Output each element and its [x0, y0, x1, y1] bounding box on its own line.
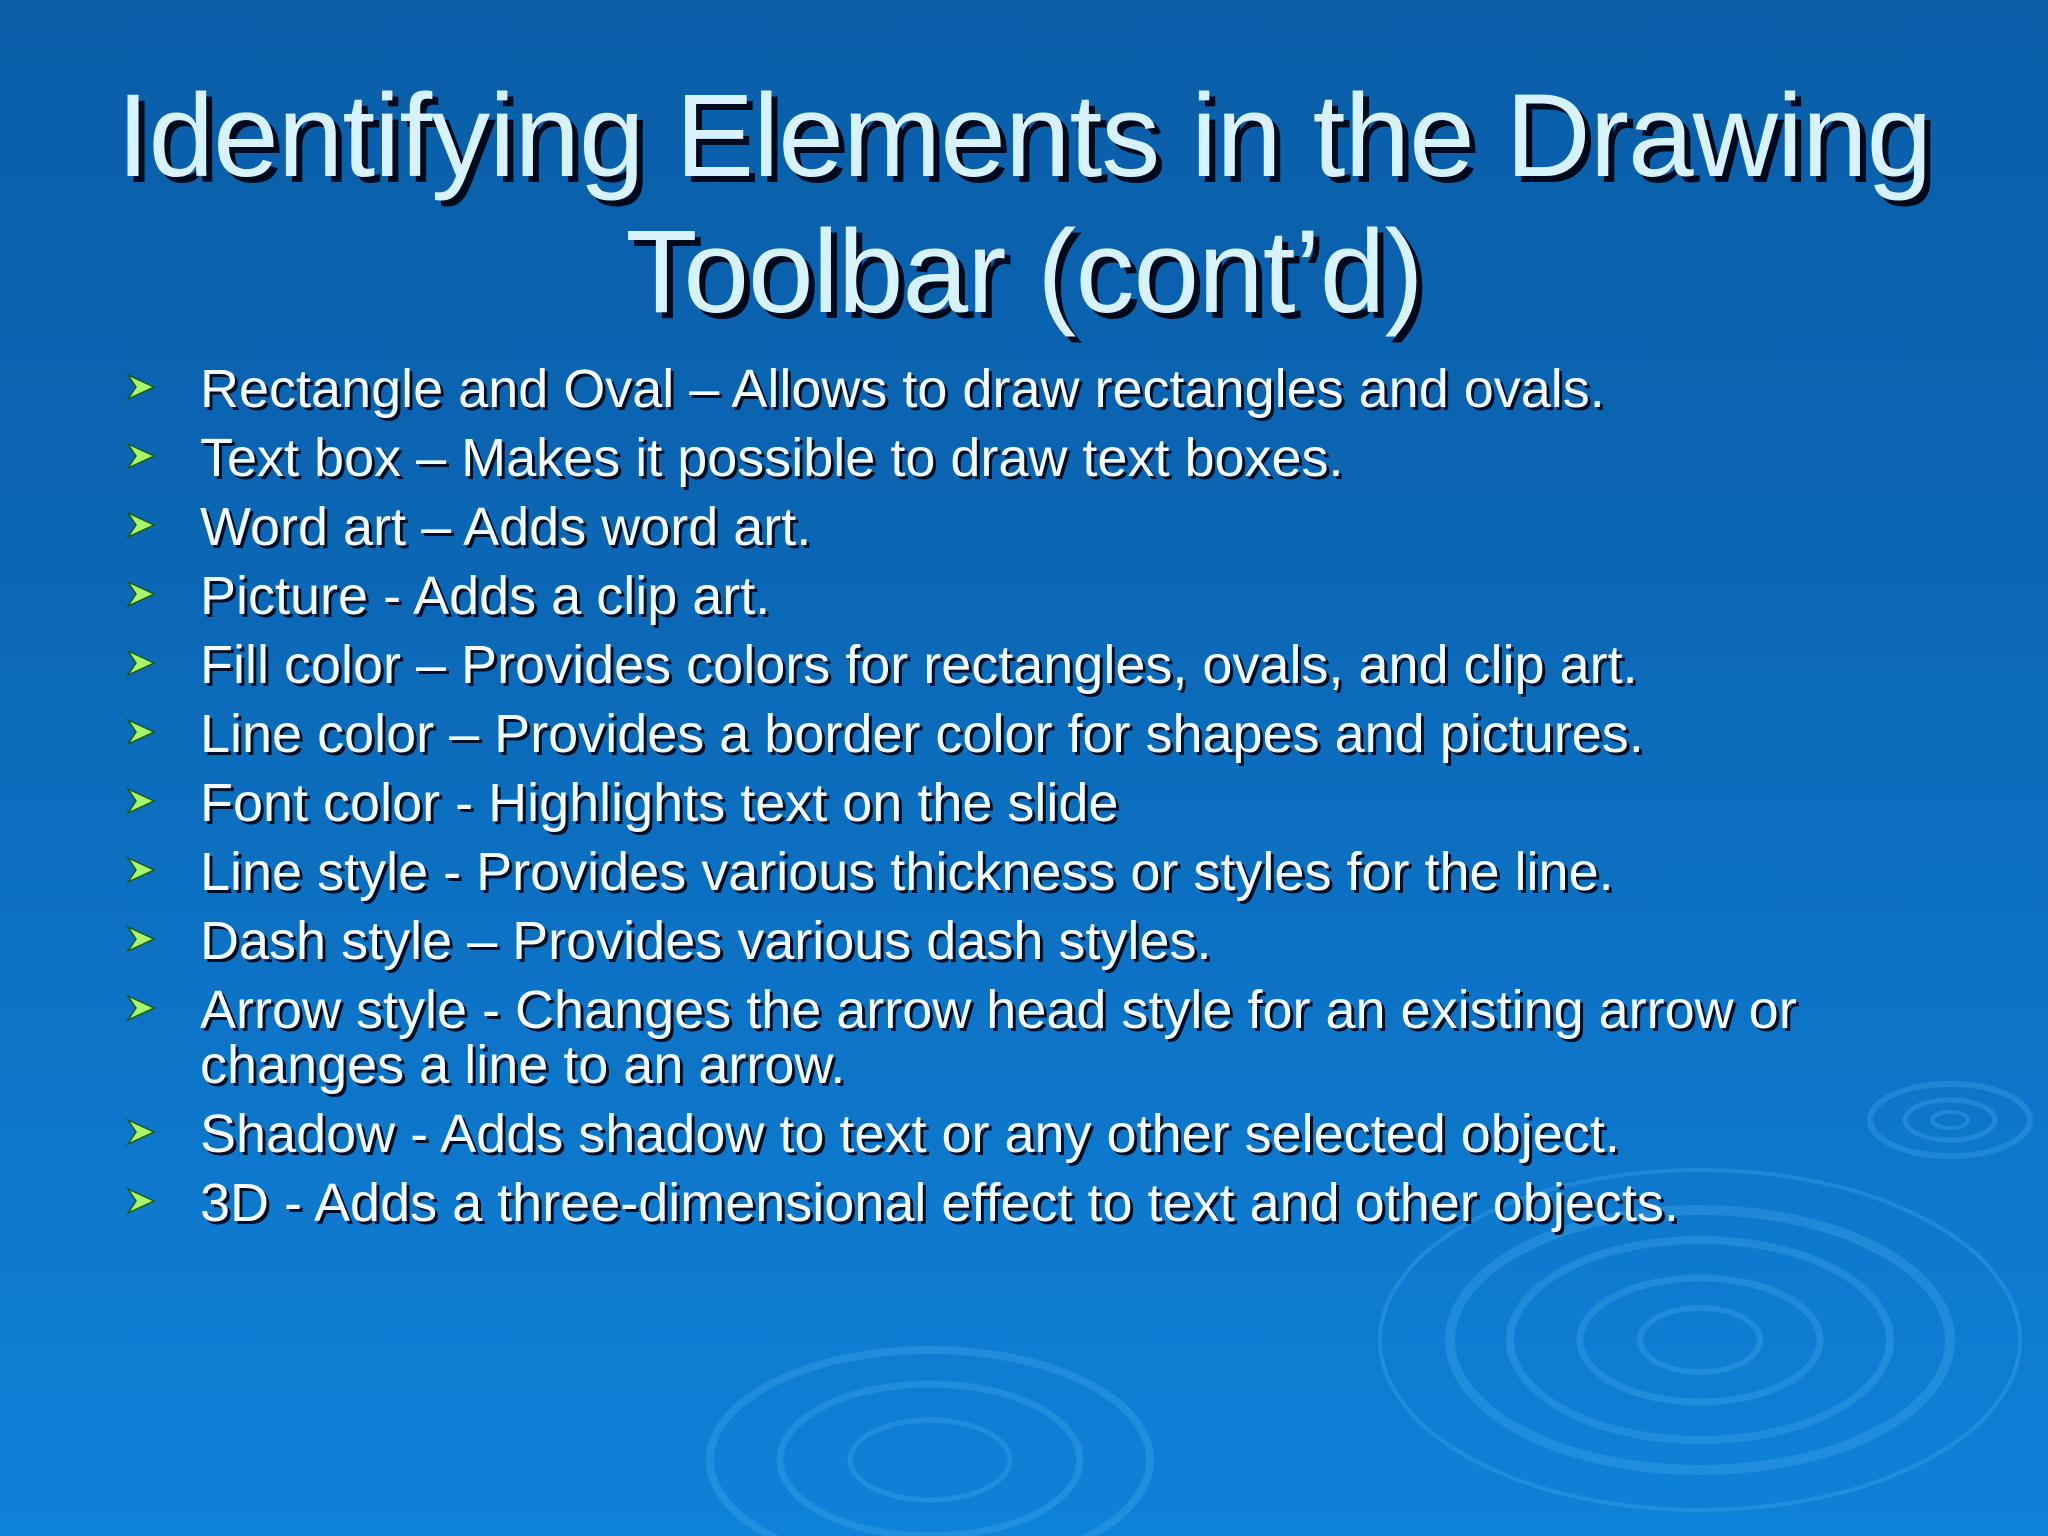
bullet-text: Line color – Provides a border color for shapes and pictures. [200, 704, 1644, 764]
arrowhead-bullet-icon [124, 431, 200, 486]
bullet-list [124, 359, 1964, 1245]
list-item [124, 911, 1964, 971]
bullet-text: Word art – Adds word art. [200, 497, 812, 557]
list-item [124, 1173, 1964, 1233]
arrowhead-bullet-icon [124, 983, 200, 1038]
list-item [124, 773, 1964, 833]
bullet-text: Arrow style - Changes the arrow head style for an existing arrow or changes a line to an arrow. [200, 980, 1797, 1095]
bullet-text: Text box – Makes it possible to draw text boxes. [200, 428, 1344, 488]
bullet-text: Rectangle and Oval – Allows to draw rectangles and ovals. [200, 359, 1605, 419]
arrowhead-bullet-icon [124, 638, 200, 693]
list-item [124, 980, 1964, 1095]
arrowhead-bullet-icon [124, 1176, 200, 1231]
list-item [124, 842, 1964, 902]
arrowhead-bullet-icon [124, 845, 200, 900]
list-item [124, 635, 1964, 695]
list-item [124, 566, 1964, 626]
bullet-text: 3D - Adds a three-dimensional effect to text and other objects. [200, 1173, 1679, 1233]
bullet-text: Font color - Highlights text on the slide [200, 773, 1119, 833]
arrowhead-bullet-icon [124, 776, 200, 831]
list-item [124, 359, 1964, 419]
list-item [124, 428, 1964, 488]
slide-title: Identifying Elements in the Drawing Toolbar (cont’d) [116, 70, 1932, 338]
bullet-text: Fill color – Provides colors for rectangles, ovals, and clip art. [200, 635, 1638, 695]
list-item [124, 1104, 1964, 1164]
arrowhead-bullet-icon [124, 707, 200, 762]
arrowhead-bullet-icon [124, 362, 200, 417]
arrowhead-bullet-icon [124, 500, 200, 555]
bullet-text: Shadow - Adds shadow to text or any other selected object. [200, 1104, 1620, 1164]
list-item [124, 497, 1964, 557]
list-item [124, 704, 1964, 764]
arrowhead-bullet-icon [124, 569, 200, 624]
bullet-text: Line style - Provides various thickness or styles for the line. [200, 842, 1614, 902]
arrowhead-bullet-icon [124, 914, 200, 969]
arrowhead-bullet-icon [124, 1107, 200, 1162]
bullet-text: Picture - Adds a clip art. [200, 566, 771, 626]
bullet-text: Dash style – Provides various dash styles. [200, 911, 1212, 971]
